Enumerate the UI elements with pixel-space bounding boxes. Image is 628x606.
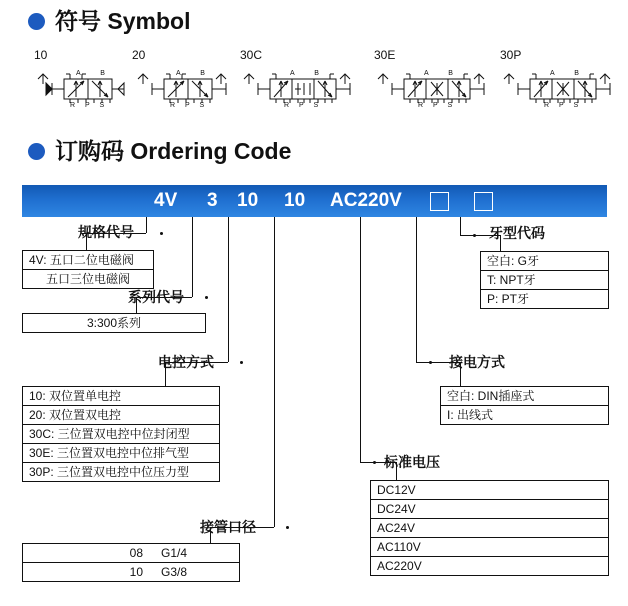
table-row xyxy=(23,544,239,563)
table-series xyxy=(22,313,206,333)
symbol-block-30e xyxy=(374,48,494,110)
table-row: 3:300系列 xyxy=(86,316,142,330)
symbol-bottom-label: R P S xyxy=(170,102,209,109)
order-field-thread-box xyxy=(474,192,493,211)
label-voltage: 标准电压 xyxy=(384,454,440,470)
table-row: P: PT牙 xyxy=(487,292,530,306)
bullet-icon xyxy=(28,13,45,30)
table-voltage xyxy=(370,480,609,576)
symbol-bottom-label: R P S xyxy=(284,102,323,109)
leader-line-port xyxy=(274,217,275,527)
symbol-ports-label: A B xyxy=(550,70,588,77)
table-row: 空白: G牙 xyxy=(481,252,608,271)
table-row: 4V: 五口二位电磁阀 xyxy=(23,251,153,270)
symbol-block-10 xyxy=(34,48,126,110)
symbol-code: 30C xyxy=(240,48,263,62)
label-thread: 牙型代码 xyxy=(489,225,545,241)
symbol-block-30p xyxy=(500,48,620,110)
leader-dot-thread xyxy=(473,234,476,237)
symbol-title-cn: 符号 xyxy=(55,8,101,34)
table-port-size xyxy=(22,543,240,582)
table-row: 10: 双位置单电控 xyxy=(23,387,219,406)
port-code: 10 xyxy=(129,565,143,579)
table-row xyxy=(23,563,239,581)
leader-line-spec xyxy=(146,217,147,233)
leader-line-control xyxy=(228,217,229,362)
table-spec xyxy=(22,250,154,289)
leader-dot-series xyxy=(205,296,208,299)
bullet-icon xyxy=(28,143,45,160)
symbol-code: 30P xyxy=(500,48,522,62)
order-field-control: 10 xyxy=(237,190,259,211)
leader-line-connection xyxy=(416,217,417,362)
label-connection: 接电方式 xyxy=(449,354,505,370)
table-row: AC220V xyxy=(377,559,422,573)
symbol-bottom-label: R P S xyxy=(70,102,109,109)
leader-dot-port xyxy=(286,526,289,529)
table-row: AC110V xyxy=(371,538,608,557)
label-spec: 规格代号 xyxy=(78,224,134,240)
label-port-size: 接管口径 xyxy=(200,519,256,535)
table-row: 五口三位电磁阀 xyxy=(45,272,130,286)
table-row: AC24V xyxy=(371,519,608,538)
symbol-bottom-label: R P S xyxy=(418,102,457,109)
label-series: 系列代号 xyxy=(128,289,184,305)
table-row: T: NPT牙 xyxy=(481,271,608,290)
table-row: I: 出线式 xyxy=(447,408,494,422)
leader-line-series xyxy=(192,217,193,297)
table-row: 30P: 三位置双电控中位压力型 xyxy=(29,465,190,479)
table-row: DC12V xyxy=(371,481,608,500)
symbol-code: 30E xyxy=(374,48,396,62)
port-code: 08 xyxy=(129,546,143,560)
order-field-port: 10 xyxy=(284,190,306,211)
symbol-ports-label: A B xyxy=(290,70,328,77)
leader-dot-spec xyxy=(160,232,163,235)
section-title-ordering xyxy=(28,138,291,164)
leader-line-thread xyxy=(460,217,461,235)
order-field-series: 3 xyxy=(207,190,218,211)
symbol-title-en: Symbol xyxy=(107,8,191,34)
symbol-ports-label: A B xyxy=(176,70,214,77)
symbol-block-20 xyxy=(132,48,230,110)
table-row: DC24V xyxy=(371,500,608,519)
symbol-code: 10 xyxy=(34,48,48,62)
section-title-symbol xyxy=(28,8,190,34)
leader-dot-connection xyxy=(429,361,432,364)
table-row: 20: 双位置双电控 xyxy=(23,406,219,425)
table-control xyxy=(22,386,220,482)
table-row: 30C: 三位置双电控中位封闭型 xyxy=(23,425,219,444)
order-field-voltage: AC220V xyxy=(330,190,402,211)
table-row: 30E: 三位置双电控中位排气型 xyxy=(23,444,219,463)
order-field-model: 4V xyxy=(154,190,178,211)
port-value: G3/8 xyxy=(161,565,188,579)
symbol-bottom-label: R P S xyxy=(544,102,583,109)
port-value: G1/4 xyxy=(161,546,188,560)
leader-line-voltage xyxy=(360,217,361,462)
symbol-ports-label: A B xyxy=(424,70,462,77)
order-field-connection-box xyxy=(430,192,449,211)
table-row: 空白: DIN插座式 xyxy=(441,387,608,406)
leader-dot-control xyxy=(240,361,243,364)
leader-dot-voltage xyxy=(373,461,376,464)
symbol-code: 20 xyxy=(132,48,146,62)
table-thread xyxy=(480,251,609,309)
symbol-ports-label: A B xyxy=(76,70,114,77)
symbol-block-30c xyxy=(240,48,360,110)
ordering-title-en: Ordering Code xyxy=(130,138,292,164)
label-control: 电控方式 xyxy=(158,354,214,370)
table-connection xyxy=(440,386,609,425)
ordering-code-bar xyxy=(22,185,607,217)
ordering-title-cn: 订购码 xyxy=(55,138,124,164)
